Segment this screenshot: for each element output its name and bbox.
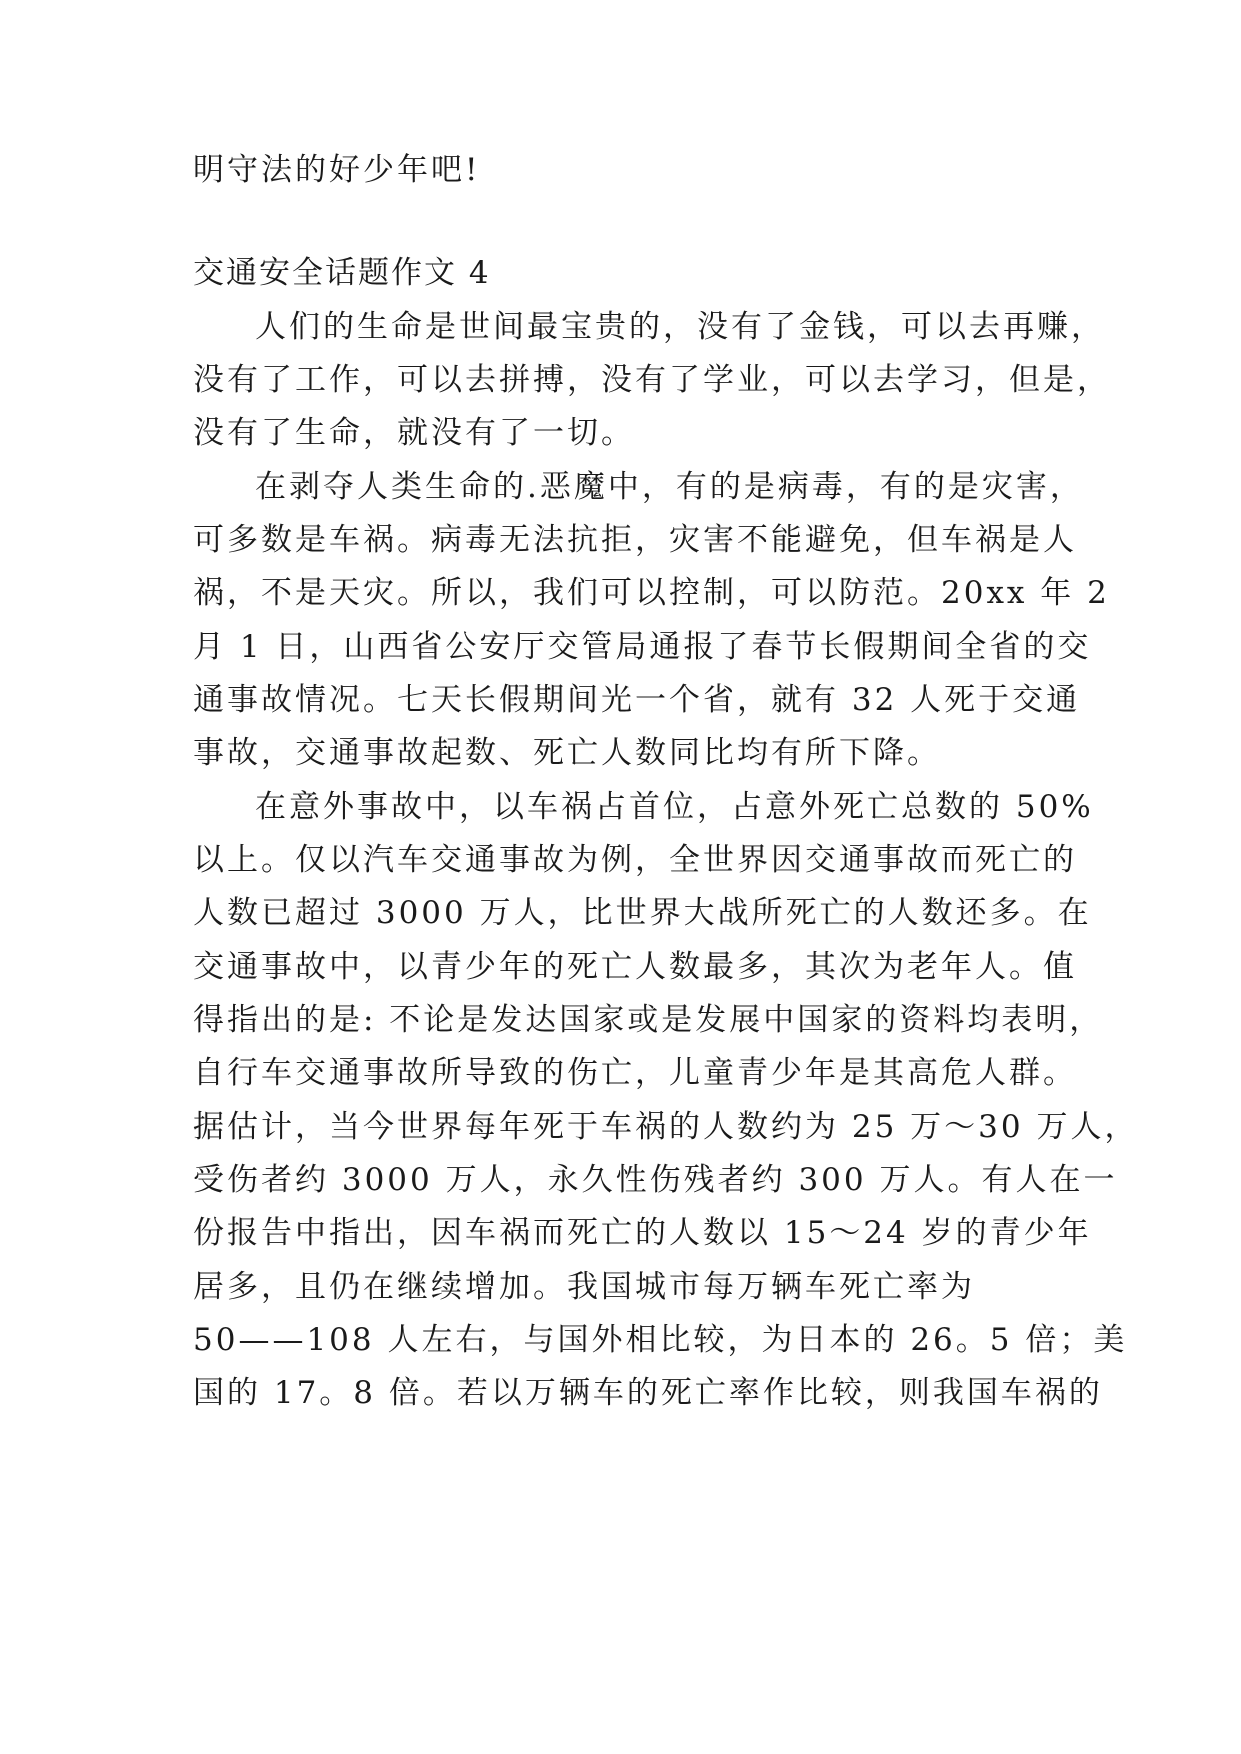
paragraph-3-line-6: 自行车交通事故所导致的伤亡，儿童青少年是其高危人群。 [193, 1055, 1077, 1091]
paragraph-2-line-5: 通事故情况。七天长假期间光一个省，就有 32 人死于交通 [193, 682, 1081, 718]
paragraph-3-line-1: 在意外事故中，以车祸占首位，占意外死亡总数的 50% [255, 789, 1094, 825]
paragraph-3-line-2: 以上。仅以汽车交通事故为例，全世界因交通事故而死亡的 [193, 842, 1077, 878]
paragraph-1-line-2: 没有了工作，可以去拼搏，没有了学业，可以去学习，但是， [193, 362, 1111, 398]
paragraph-3-line-12: 国的 17。8 倍。若以万辆车的死亡率作比较，则我国车祸的 [193, 1375, 1103, 1411]
paragraph-3-line-10: 居多，且仍在继续增加。我国城市每万辆车死亡率为 [193, 1269, 975, 1305]
paragraph-2-line-4: 月 1 日，山西省公安厅交管局通报了春节长假期间全省的交 [193, 629, 1092, 665]
paragraph-3-line-4: 交通事故中，以青少年的死亡人数最多，其次为老年人。值 [193, 949, 1077, 985]
opening-line: 明守法的好少年吧! [193, 152, 481, 188]
paragraph-2-line-1: 在剥夺人类生命的.恶魔中，有的是病毒，有的是灾害， [255, 469, 1084, 505]
paragraph-3-line-7: 据估计，当今世界每年死于车祸的人数约为 25 万～30 万人， [193, 1109, 1139, 1145]
paragraph-2-line-3: 祸，不是天灾。所以，我们可以控制，可以防范。20xx 年 2 [193, 575, 1110, 611]
paragraph-2-line-6: 事故，交通事故起数、死亡人数同比均有所下降。 [193, 735, 941, 771]
section-title: 交通安全话题作文 4 [193, 255, 491, 291]
paragraph-1-line-1: 人们的生命是世间最宝贵的，没有了金钱，可以去再赚， [255, 309, 1105, 345]
paragraph-3-line-8: 受伤者约 3000 万人，永久性伤残者约 300 万人。有人在一 [193, 1162, 1118, 1198]
paragraph-3-line-3: 人数已超过 3000 万人，比世界大战所死亡的人数还多。在 [193, 895, 1092, 931]
paragraph-2-line-2: 可多数是车祸。病毒无法抗拒，灾害不能避免，但车祸是人 [193, 522, 1077, 558]
paragraph-3-line-11: 50——108 人左右，与国外相比较，为日本的 26。5 倍；美 [193, 1322, 1128, 1358]
paragraph-3-line-9: 份报告中指出，因车祸而死亡的人数以 15～24 岁的青少年 [193, 1215, 1092, 1251]
paragraph-3-line-5: 得指出的是: 不论是发达国家或是发展中国家的资料均表明， [193, 1002, 1104, 1038]
paragraph-1-line-3: 没有了生命，就没有了一切。 [193, 415, 635, 451]
